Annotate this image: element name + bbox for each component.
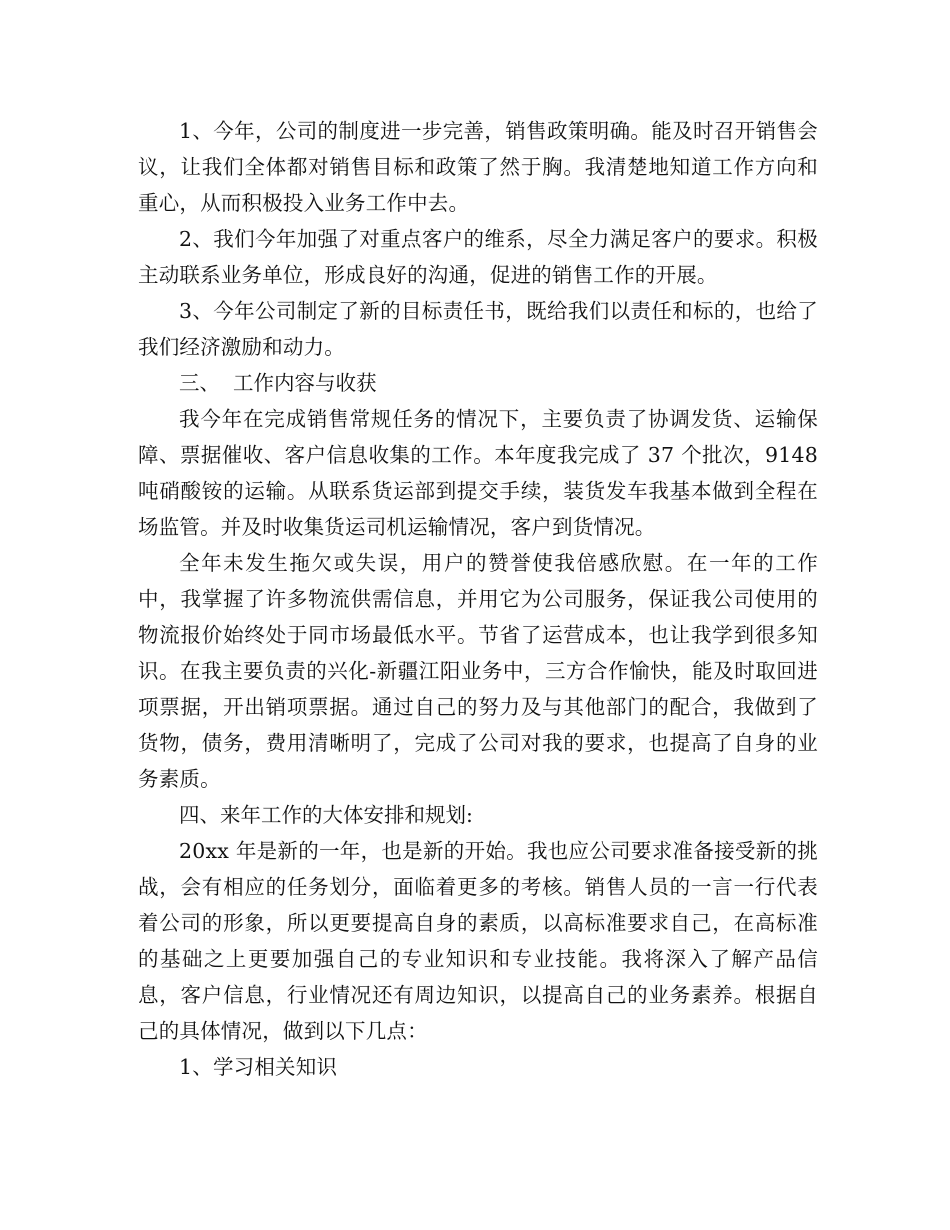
document-body bbox=[138, 113, 818, 1085]
paragraph-policy: 1、今年，公司的制度进一步完善，销售政策明确。能及时召开销售会议，让我们全体都对销售目标和政策了然于胸。我清楚地知道工作方向和重心，从而积极投入业务工作中去。 bbox=[138, 119, 818, 215]
section-heading-next-year-plan: 四、来年工作的大体安排和规划: bbox=[179, 803, 473, 827]
paragraph-key-clients: 2、我们今年加强了对重点客户的维系，尽全力满足客户的要求。积极主动联系业务单位，形成良好的沟通，促进的销售工作的开展。 bbox=[138, 227, 818, 287]
paragraph-next-year: 20xx 年是新的一年，也是新的开始。我也应公司要求准备接受新的挑战，会有相应的任务划分，面临着更多的考核。销售人员的一言一行代表着公司的形象，所以更要提高自身的素质，以高标准要求自己，在高标准的基础之上更要加强自己的专业知识和专业技能。我将深入了解产品信息，客户信息，行业情况还有周边知识，以提高自己的业务素养。根据自己的具体情况，做到以下几点： bbox=[138, 839, 818, 1043]
paragraph-target-responsibility: 3、今年公司制定了新的目标责任书，既给我们以责任和标的，也给了我们经济激励和动力。 bbox=[138, 299, 818, 359]
section-heading-work-content: 三、 工作内容与收获 bbox=[179, 371, 377, 395]
list-item-learn-knowledge: 1、学习相关知识 bbox=[179, 1055, 338, 1079]
paragraph-work-duties: 我今年在完成销售常规任务的情况下，主要负责了协调发货、运输保障、票据催收、客户信息收集的工作。本年度我完成了 37 个批次，9148 吨硝酸铵的运输。从联系货运部到提交手续，装货发车我基本做到全程在场监管。并及时收集货运司机运输情况，客户到货情况。 bbox=[138, 407, 818, 539]
paragraph-achievements: 全年未发生拖欠或失误，用户的赞誉使我倍感欣慰。在一年的工作中，我掌握了许多物流供需信息，并用它为公司服务，保证我公司使用的物流报价始终处于同市场最低水平。节省了运营成本，也让我学到很多知识。在我主要负责的兴化-新疆江阳业务中，三方合作愉快，能及时取回进项票据，开出销项票据。通过自己的努力及与其他部门的配合，我做到了货物，债务，费用清晰明了，完成了公司对我的要求，也提高了自身的业务素质。 bbox=[138, 551, 818, 791]
